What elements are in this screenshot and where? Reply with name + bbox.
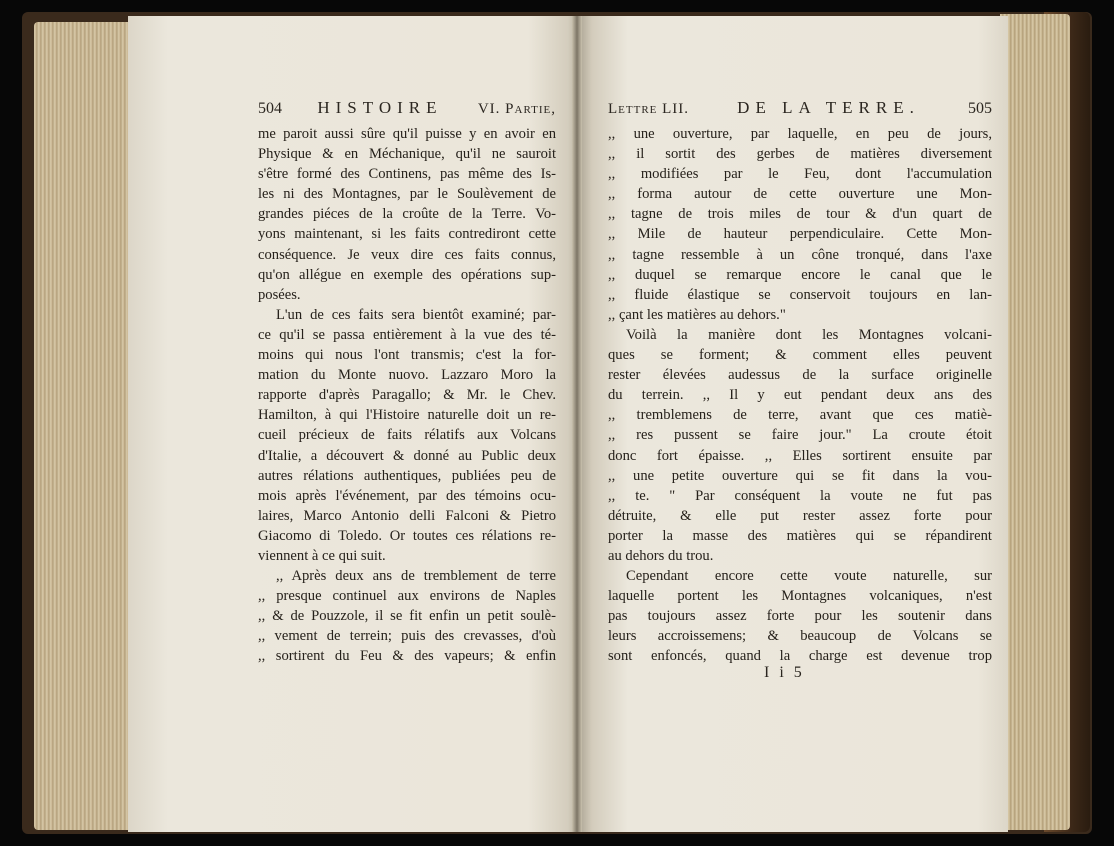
text-line: ,, vement de terrein; puis des crevasses, d'où — [258, 628, 556, 645]
text-line: mation du Monte nuovo. Lazzaro Moro la — [258, 367, 556, 384]
text-line: ,, tagne ressemble à un cône tronqué, dans l'axe — [608, 246, 992, 263]
text-line: ,, tremblemens de terre, avant que ces matiè- — [608, 407, 992, 424]
signature-mark: I i 5 — [764, 664, 805, 681]
page-edges-right — [1000, 14, 1070, 830]
text-line: ,, fluide élastique se conservoit toujours en lan- — [608, 286, 992, 303]
left-page-text — [258, 124, 556, 667]
text-line: sont enfoncés, quand la charge est devenue trop — [608, 648, 992, 665]
text-line: moins qui nous l'ont transmis; c'est la for- — [258, 347, 556, 364]
text-line: donc fort épaisse. ,, Elles sortirent ensuite par — [608, 447, 992, 464]
text-line: L'un de ces faits sera bientôt examiné; par- — [276, 306, 556, 323]
text-line: posées. — [258, 286, 301, 303]
book-gutter — [572, 16, 582, 832]
text-line: conséquence. Je veux dire ces faits connus, — [258, 246, 556, 263]
right-running-head — [608, 98, 992, 124]
text-line: ,, çant les matières au dehors." — [608, 306, 786, 323]
text-line: d'Italie, a découvert & donné au Public deux — [258, 447, 556, 464]
text-line: au dehors du trou. — [608, 547, 714, 564]
text-line: Physique & en Méchanique, qu'il ne sauroit — [258, 146, 556, 163]
text-line: cueil précieux de faits rélatifs aux Volcans — [258, 427, 556, 444]
text-line: mois après l'événement, par des témoins ocu- — [258, 487, 556, 504]
text-line: yons maintenant, si les faits contrediront cette — [258, 226, 556, 243]
left-running-head — [258, 98, 556, 124]
text-line: leurs accroissemens; & beaucoup de Volcans se — [608, 628, 992, 645]
text-line: du terrein. ,, Il y eut pendant deux ans des — [608, 387, 992, 404]
text-line: Cependant encore cette voute naturelle, sur — [626, 568, 992, 585]
text-line: laquelle portent les Montagnes volcaniques, n'est — [608, 588, 992, 605]
text-line: ,, Mile de hauteur perpendiculaire. Cette Mon- — [608, 226, 992, 243]
text-line: ,, Après deux ans de tremblement de terre — [276, 568, 556, 585]
text-line: ,, tagne de trois miles de tour & d'un quart de — [608, 206, 992, 223]
text-line: rapporte d'après Paragallo; & Mr. le Chev. — [258, 387, 556, 404]
text-line: ,, une petite ouverture qui se fit dans la vou- — [608, 467, 992, 484]
text-line: rester élevées audessus de la surface originelle — [608, 367, 992, 384]
text-line: Voilà la manière dont les Montagnes volcani- — [626, 326, 992, 343]
text-line: qu'on allégue en exemple des opérations sup- — [258, 266, 556, 283]
text-line: ce qu'il se passa entièrement à la vue des té- — [258, 326, 556, 343]
text-line: ,, forma autour de cette ouverture une Mon- — [608, 186, 992, 203]
text-line: ,, une ouverture, par laquelle, en peu de jours, — [608, 126, 992, 142]
text-line: me paroit aussi sûre qu'il puisse y en avoir en — [258, 126, 556, 142]
text-line: viennent à ce qui suit. — [258, 547, 386, 564]
text-line: Giacomo di Toledo. Or toutes ces rélations re- — [258, 527, 556, 544]
text-line: ,, duquel se remarque encore le canal que le — [608, 266, 992, 283]
text-line: Hamilton, à qui l'Histoire naturelle doit un re- — [258, 407, 556, 424]
text-line: ,, res pussent se faire jour." La croute étoit — [608, 427, 992, 444]
text-line: ,, sortirent du Feu & des vapeurs; & enfin — [258, 648, 556, 665]
text-line: autres rélations authentiques, publiées peu de — [258, 467, 556, 484]
page-edges-left — [34, 22, 134, 830]
right-running-title: DE LA TERRE. — [737, 98, 920, 117]
left-running-title: HISTOIRE — [317, 98, 443, 117]
text-line: ,, & de Pouzzole, il se fit enfin un petit soulè- — [258, 608, 556, 625]
text-line: ,, il sortit des gerbes de matières diversement — [608, 146, 992, 163]
text-line: laires, Marco Antonio delli Falconi & Pietro — [258, 507, 556, 524]
text-line: grandes piéces de la croûte de la Terre. Vo- — [258, 206, 556, 223]
right-running-letter: Lettre LII. — [608, 101, 690, 117]
text-line: s'être formé des Continens, pas même des Is- — [258, 166, 556, 183]
text-line: les ni des Montagnes, par le Soulèvement de — [258, 186, 556, 203]
text-line: ques se forment; & comment elles peuvent — [608, 347, 992, 364]
right-page-number: 505 — [967, 100, 992, 117]
text-line: ,, te. " Par conséquent la voute ne fut pas — [608, 487, 992, 504]
text-line: ,, presque continuel aux environs de Naples — [258, 588, 556, 605]
text-line: porter la masse des matières qui se répandirent — [608, 527, 992, 544]
text-line: pas toujours assez forte pour les soutenir dans — [608, 608, 992, 625]
right-page-text — [608, 124, 992, 667]
left-page-number: 504 — [258, 100, 282, 117]
left-running-section: VI. Partie, — [477, 101, 556, 117]
text-line: ,, modifiées par le Feu, dont l'accumulation — [608, 166, 992, 183]
text-line: détruite, & elle put rester assez forte pour — [608, 507, 992, 524]
